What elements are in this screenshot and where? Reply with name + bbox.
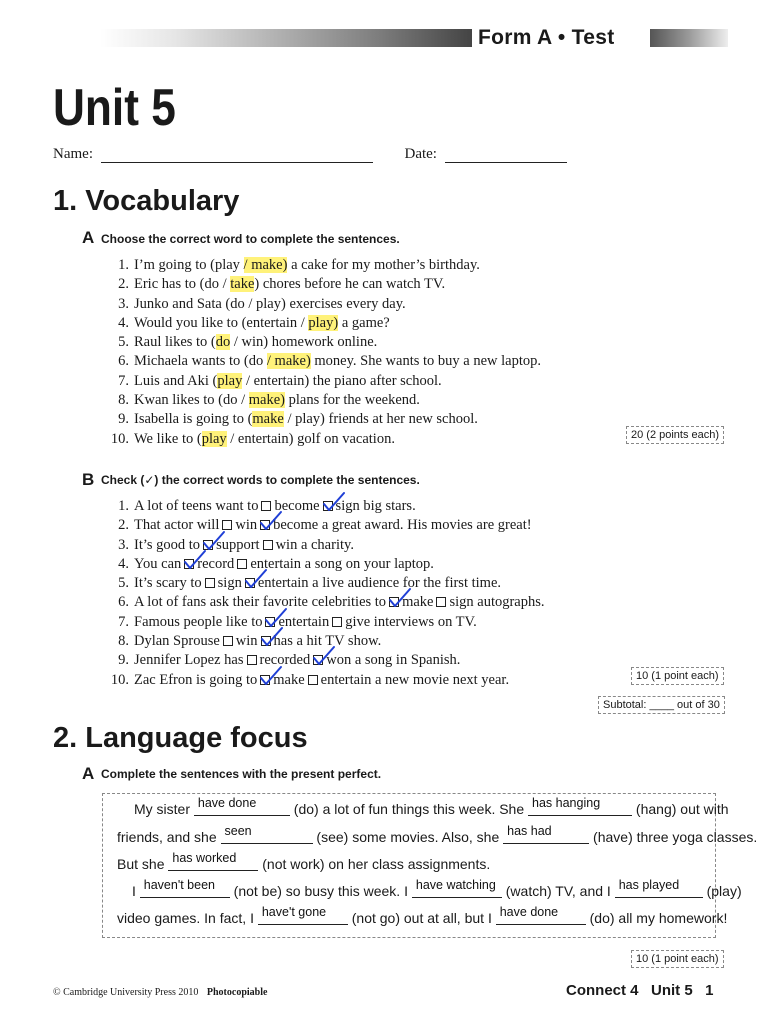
vocab-b-item (105, 613, 545, 632)
item-number: 1. (118, 498, 129, 514)
highlighted-answer[interactable]: / make) (243, 257, 288, 273)
option-1-label: win (235, 633, 258, 650)
item-stem: That actor will (134, 517, 220, 534)
answer-7: have watching (415, 878, 496, 892)
answer-blank-8[interactable] (615, 878, 703, 898)
item-number: 10. (110, 671, 129, 688)
answer-9: have't gone (261, 905, 327, 919)
item-text-after: money. She wants to buy a new laptop. (310, 353, 541, 370)
item-number: 6. (118, 594, 129, 611)
item-text-before: Raul likes to ( (134, 334, 216, 351)
text: (do) a lot of fun things this week. She (293, 801, 525, 817)
item-number: 2. (118, 276, 129, 293)
part-2a-letter: A (82, 764, 95, 783)
vocab-b-item (105, 536, 545, 555)
photocopiable-text: Photocopiable (206, 987, 268, 998)
item-stem: Dylan Sprouse (134, 633, 220, 650)
answer-blank-3[interactable] (221, 824, 313, 844)
part-a-score: 20 (2 points each) (626, 426, 724, 444)
item-number: 7. (118, 372, 129, 389)
option-2-label: entertain a song on your laptop. (250, 555, 434, 572)
item-text-before: Luis and Aki ( (134, 372, 218, 389)
option-1-label: become (274, 498, 320, 514)
footer-copyright (53, 987, 267, 998)
highlighted-answer[interactable]: play (201, 430, 227, 447)
item-text-after: / entertain) the piano after school. (242, 372, 442, 389)
unit-title: Unit 5 (53, 79, 176, 137)
text: (have) three yoga classes. (593, 829, 758, 845)
answer-4: has had (507, 824, 552, 838)
checkbox-option-2[interactable] (237, 559, 247, 569)
item-stem: A lot of teens want to (134, 498, 259, 514)
option-1-label: make (402, 594, 434, 611)
vocab-b-item (105, 497, 545, 516)
checkbox-option-2[interactable] (260, 520, 270, 530)
section-language-focus-title: 2. Language focus (53, 722, 308, 754)
option-2-label: give interviews on TV. (345, 613, 477, 630)
part-a-letter: A (82, 228, 95, 247)
text: (hang) out with (635, 801, 729, 817)
paragraph-line-2 (117, 824, 758, 845)
option-2-label: entertain a new movie next year. (320, 671, 510, 688)
option-1-label: record (197, 555, 235, 572)
item-number: 9. (118, 411, 129, 428)
vocab-b-item (105, 593, 545, 612)
answer-blank-4[interactable] (503, 824, 589, 844)
item-text-before: Kwan likes to (do / (134, 392, 249, 409)
vocab-a-item (105, 314, 541, 333)
vocab-part-b-list (105, 497, 545, 690)
item-text-before: Would you like to (entertain / (134, 314, 309, 331)
text: (not work) on her class assignments. (262, 856, 491, 872)
checkbox-option-1[interactable] (389, 597, 399, 607)
highlighted-answer[interactable]: play (217, 372, 243, 389)
checkbox-option-2[interactable] (263, 540, 273, 550)
answer-blank-2[interactable] (528, 796, 632, 816)
answer-blank-5[interactable] (168, 851, 258, 871)
paragraph-line-1 (134, 796, 729, 817)
highlighted-answer[interactable]: play) (308, 314, 339, 331)
vocab-b-item (105, 574, 545, 593)
item-text-after: / play) friends at her new school. (283, 411, 478, 428)
vocab-a-item (105, 352, 541, 371)
vocab-a-item (105, 391, 541, 410)
item-number: 10. (110, 430, 129, 447)
checkbox-option-1[interactable] (261, 501, 271, 511)
checkbox-option-2[interactable] (261, 636, 271, 646)
highlighted-answer[interactable]: make) (248, 392, 286, 409)
checkbox-option-2[interactable] (308, 675, 318, 685)
checkbox-option-2[interactable] (332, 617, 342, 627)
option-1-label: sign (217, 575, 242, 592)
item-text-after: / win) homework online. (230, 334, 378, 351)
option-2-label: entertain a live audience for the first time. (257, 575, 502, 592)
item-text-after: ) chores before he can watch TV. (254, 276, 446, 293)
option-1-label: win (235, 517, 258, 534)
checkbox-option-2[interactable] (323, 501, 333, 511)
vocab-b-item (105, 516, 545, 535)
paragraph-line-4 (132, 878, 742, 899)
item-stem: It’s good to (134, 536, 201, 553)
answer-blank-10[interactable] (496, 905, 586, 925)
option-2-label: sign autographs. (449, 594, 545, 611)
item-number: 1. (118, 257, 129, 273)
part-a-instruction: Choose the correct word to complete the sentences. (101, 232, 400, 246)
date-label: Date: (404, 146, 437, 162)
option-1-label: make (273, 671, 305, 688)
copyright-text: © Cambridge University Press 2010 (53, 987, 199, 998)
text: (do) all my homework! (589, 910, 728, 926)
section-vocabulary-title: 1. Vocabulary (53, 185, 240, 217)
checkbox-option-1[interactable] (222, 520, 232, 530)
checkbox-option-1[interactable] (184, 559, 194, 569)
text: (watch) TV, and I (505, 883, 611, 899)
header-gradient-bar-right (650, 29, 728, 47)
option-2-label: won a song in Spanish. (326, 652, 461, 669)
date-field[interactable] (445, 149, 567, 163)
vocab-a-item (105, 295, 541, 314)
vocab-a-item (105, 430, 541, 449)
item-text-after: a cake for my mother’s birthday. (287, 257, 480, 273)
paragraph-line-3 (117, 851, 491, 872)
answer-6: haven't been (143, 878, 215, 892)
item-number: 9. (118, 652, 129, 669)
answer-blank-1[interactable] (194, 796, 290, 816)
answer-blank-9[interactable] (258, 905, 348, 925)
item-number: 5. (118, 334, 129, 351)
answer-1: have done (197, 796, 257, 810)
vocab-a-item (105, 256, 541, 275)
answer-blank-7[interactable] (412, 878, 502, 898)
vocab-part-a-list (105, 256, 541, 449)
item-number: 6. (118, 353, 129, 370)
checkbox-option-2[interactable] (436, 597, 446, 607)
highlighted-answer[interactable]: do (215, 334, 231, 351)
form-title: Form A • Test (478, 26, 615, 49)
part-b-letter: B (82, 470, 95, 489)
item-text-after: a game? (338, 314, 390, 331)
checkbox-option-1[interactable] (247, 655, 257, 665)
text: video games. In fact, I (117, 910, 254, 926)
text: (play) (706, 883, 742, 899)
item-text-after: / entertain) golf on vacation. (226, 430, 395, 447)
text: (see) some movies. Also, she (316, 829, 500, 845)
vocab-a-item (105, 333, 541, 352)
item-number: 4. (118, 555, 129, 572)
item-stem: It’s scary to (134, 575, 202, 592)
checkbox-option-2[interactable] (245, 578, 255, 588)
item-stem: A lot of fans ask their favorite celebrities to (134, 594, 387, 611)
part-b-score: 10 (1 point each) (631, 667, 724, 685)
checkbox-option-1[interactable] (223, 636, 233, 646)
checkbox-option-1[interactable] (260, 675, 270, 685)
item-number: 2. (118, 517, 129, 534)
name-field[interactable] (101, 149, 373, 163)
vocab-a-item (105, 275, 541, 294)
text: But she (117, 856, 165, 872)
answer-3: seen (224, 824, 252, 838)
checkbox-option-1[interactable] (203, 540, 213, 550)
option-1-label: support (216, 536, 260, 553)
part-2a-instruction: Complete the sentences with the present perfect. (101, 767, 382, 781)
item-number: 5. (118, 575, 129, 592)
item-stem: You can (134, 555, 182, 572)
paragraph-line-5 (117, 905, 728, 926)
checkbox-option-1[interactable] (265, 617, 275, 627)
highlighted-answer[interactable]: take (230, 276, 255, 293)
option-2-label: sign big stars. (335, 498, 416, 514)
item-stem: Zac Efron is going to (134, 671, 258, 688)
vocab-b-item (105, 632, 545, 651)
vocab-b-item (105, 555, 545, 574)
answer-5: has worked (172, 851, 237, 865)
item-text-before: Eric has to (do / (134, 276, 231, 293)
footer-page-info: Connect 4 Unit 5 1 (566, 982, 714, 999)
option-1-label: recorded (259, 652, 311, 669)
text: friends, and she (117, 829, 217, 845)
item-stem: Jennifer Lopez has (134, 652, 244, 669)
header-gradient-bar (100, 29, 472, 47)
answer-8: has played (618, 878, 680, 892)
item-text-before: We like to ( (134, 430, 202, 447)
vocab-a-item (105, 410, 541, 429)
option-2-label: has a hit TV show. (273, 633, 382, 650)
option-2-label: become a great award. His movies are great! (273, 517, 532, 534)
checkbox-option-2[interactable] (313, 655, 323, 665)
part-b-instruction: Check (✓) the correct words to complete the sentences. (101, 473, 420, 487)
checkbox-option-1[interactable] (205, 578, 215, 588)
option-1-label: entertain (278, 613, 330, 630)
vocab-b-item (105, 651, 545, 670)
text: My sister (134, 801, 190, 817)
item-text-before: I’m going to (play (134, 257, 244, 273)
item-text-after: plans for the weekend. (285, 392, 420, 409)
name-label: Name: (53, 146, 93, 162)
item-number: 7. (118, 613, 129, 630)
item-number: 3. (118, 536, 129, 553)
option-2-label: win a charity. (275, 536, 354, 553)
item-number: 4. (118, 314, 129, 331)
item-stem: Famous people like to (134, 613, 263, 630)
item-number: 8. (118, 392, 129, 409)
vocab-b-item (105, 671, 545, 690)
answer-blank-6[interactable] (140, 878, 230, 898)
item-number: 8. (118, 633, 129, 650)
vocab-a-item (105, 372, 541, 391)
item-number: 3. (118, 295, 129, 312)
answer-10: have done (499, 905, 559, 919)
highlighted-answer[interactable]: / make) (266, 353, 311, 370)
text: (not go) out at all, but I (351, 910, 492, 926)
text: I (132, 883, 136, 899)
item-text-before: Isabella is going to ( (134, 411, 253, 428)
text: (not be) so busy this week. I (233, 883, 408, 899)
item-text-before: Michaela wants to (do (134, 353, 267, 370)
item-text-before: Junko and Sata (do / play) exercises every day. (134, 295, 406, 312)
part-2a-score: 10 (1 point each) (631, 950, 724, 968)
subtotal-box: Subtotal: ____ out of 30 (598, 696, 725, 714)
highlighted-answer[interactable]: make (252, 411, 284, 428)
answer-2: has hanging (532, 796, 601, 810)
name-date-row (53, 146, 567, 163)
